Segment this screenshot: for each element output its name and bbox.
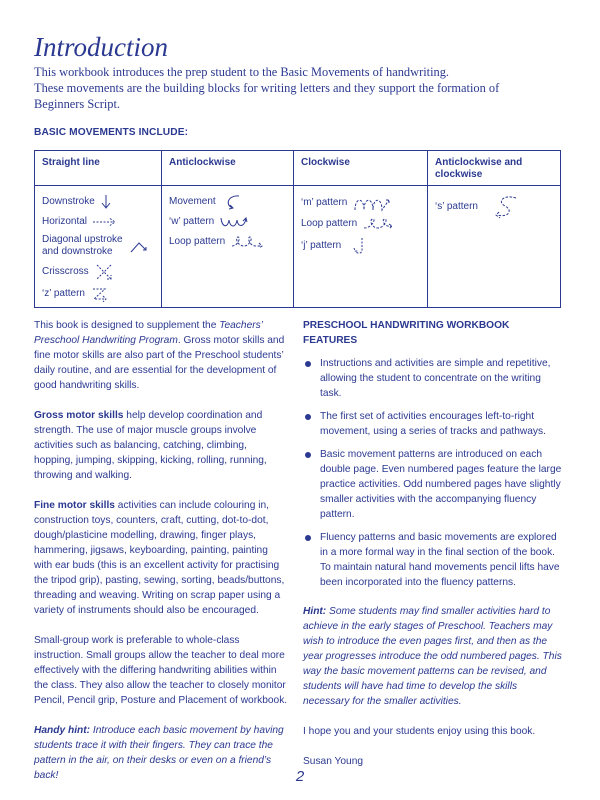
right-column xyxy=(303,318,565,784)
fine-motor-paragraph xyxy=(34,498,288,618)
text-span: . Gross motor skills and fine motor skills are also part of the Preschool students’ daily routine, and are essential for the development of good handwriting skills. xyxy=(34,335,285,391)
movement-label: Loop pattern xyxy=(301,218,358,229)
movement-label: ‘m’ pattern xyxy=(301,197,348,208)
clockwise-loop-icon xyxy=(362,216,396,232)
anticlockwise-curve-icon xyxy=(221,194,243,210)
movement-item xyxy=(435,194,554,220)
list-item: Basic movement patterns are introduced on each double page. Even numbered pages feature the large practice activities. Odd numbered pages have slightly smaller activities with the accompanying fluency pattern. xyxy=(303,447,565,522)
movement-label: ‘j’ pattern xyxy=(301,240,342,251)
intro-paragraph xyxy=(34,64,574,112)
page-title: Introduction xyxy=(34,32,168,62)
gross-motor-term: Gross motor skills xyxy=(34,410,124,421)
m-pattern-icon xyxy=(352,194,394,212)
hint-paragraph xyxy=(303,604,565,709)
movement-label: Loop pattern xyxy=(169,236,226,247)
intro-line: This workbook introduces the prep student to the Basic Movements of handwriting. xyxy=(34,65,450,79)
intro-line: Beginners Script. xyxy=(34,97,121,111)
downstroke-arrow-icon xyxy=(100,194,112,210)
list-item: Instructions and activities are simple and repetitive, allowing the student to concentrate on the writing task. xyxy=(303,356,565,401)
j-pattern-icon xyxy=(346,236,372,256)
crisscross-icon xyxy=(94,262,114,282)
closing-line: I hope you and your students enjoy using this book. xyxy=(303,726,536,737)
basic-movements-table xyxy=(34,150,561,308)
movement-item xyxy=(42,286,155,302)
movement-item xyxy=(169,214,287,230)
list-item: Fluency patterns and basic movements are explored in a more formal way in the final section of the book. To maintain natural hand movements pencil lifts have been incorporated into the fluency patterns. xyxy=(303,530,565,590)
diagonal-arrow-icon xyxy=(129,238,149,254)
movement-item xyxy=(42,234,155,258)
text-span: help develop coordination and strength. The use of major muscle groups involve activities such as balancing, catching, climbing, hopping, jumping, skipping, kicking, rolling, running, throwing and walking. xyxy=(34,410,267,481)
header-clockwise: Clockwise xyxy=(294,151,428,186)
fine-motor-term: Fine motor skills xyxy=(34,500,115,511)
anticlockwise-and-clockwise-cell xyxy=(428,186,561,308)
movement-item xyxy=(42,194,155,210)
movement-label: ‘w’ pattern xyxy=(169,216,215,227)
features-heading: PRESCHOOL HANDWRITING WORKBOOK FEATURES xyxy=(303,320,510,346)
movement-item xyxy=(169,234,287,250)
features-list xyxy=(303,356,565,590)
movement-label: Downstroke xyxy=(42,196,95,207)
movement-item xyxy=(42,262,155,282)
straight-line-cell xyxy=(35,186,162,308)
movement-item xyxy=(42,214,155,230)
text-span: activities can include colouring in, construction toys, counters, craft, cutting, dot-to-dot, dough/plasticine modelling, drawing, finger plays, hammering, jigsaws, keyboarding, painting, painting with ear buds (this is an excellent activity for practising the tripod grip), pasting, sewing, sorting, beads/buttons, threading and weaving. Writing on scrap paper using a variety of instruments should also be encouraged. xyxy=(34,500,285,616)
table-header-row xyxy=(35,151,561,186)
movement-label: ‘s’ pattern xyxy=(435,201,478,212)
horizontal-arrow-icon xyxy=(92,217,118,227)
movement-item xyxy=(169,194,287,210)
movement-label: Diagonal upstroke and downstroke xyxy=(42,234,123,257)
program-title: Teachers’ Preschool Handwriting Program xyxy=(34,320,263,346)
z-pattern-icon xyxy=(90,286,110,302)
movement-label: ‘z’ pattern xyxy=(42,288,85,299)
clockwise-cell xyxy=(294,186,428,308)
hint-label: Hint: xyxy=(303,606,327,617)
supplement-paragraph xyxy=(34,318,288,393)
s-pattern-icon xyxy=(483,194,523,220)
table-row xyxy=(35,186,561,308)
header-anticlockwise: Anticlockwise xyxy=(162,151,294,186)
handy-hint-label: Handy hint: xyxy=(34,725,91,736)
left-column xyxy=(34,318,288,798)
movement-label: Horizontal xyxy=(42,216,88,227)
list-item: The first set of activities encourages left-to-right movement, using a series of tracks and pathways. xyxy=(303,409,565,439)
movement-item xyxy=(301,216,421,232)
header-straight-line: Straight line xyxy=(35,151,162,186)
movement-label: Movement xyxy=(169,196,216,207)
text-span: Introduce each basic movement by having students trace it with their fingers. They can trace the pattern in the air, on their desks or even on a friend’s back! xyxy=(34,725,284,781)
movement-item xyxy=(301,236,421,256)
basic-movements-heading: BASIC MOVEMENTS INCLUDE: xyxy=(34,127,189,138)
movement-item xyxy=(301,194,421,212)
intro-line: These movements are the building blocks for writing letters and they support the formation of xyxy=(34,81,500,95)
small-group-paragraph: Small-group work is preferable to whole-class instruction. Small groups allow the teacher to deal more effectively with the differing handwriting abilities within the class. They also allow the teacher to closely monitor Pencil, Pencil grip, Posture and Placement of workbook. xyxy=(34,635,288,706)
text-span: This book is designed to supplement the xyxy=(34,320,220,331)
w-pattern-icon xyxy=(219,215,249,229)
text-span: Some students may find smaller activities hard to achieve in the early stages of Preschool. Teachers may wish to introduce the even pages first, and then as the year progresses introduce the odd numbered pages. This way the basic movement patterns can be revised, and students will have had time to develop the skills necessary for the smaller activities. xyxy=(303,606,562,707)
author-signature: Susan Young xyxy=(303,756,364,767)
loop-pattern-icon xyxy=(230,235,266,249)
movement-label: Crisscross xyxy=(42,266,89,277)
header-anticlockwise-and-clockwise: Anticlockwise and clockwise xyxy=(428,151,561,186)
page-number: 2 xyxy=(295,768,305,785)
gross-motor-paragraph xyxy=(34,408,288,483)
anticlockwise-cell xyxy=(162,186,294,308)
